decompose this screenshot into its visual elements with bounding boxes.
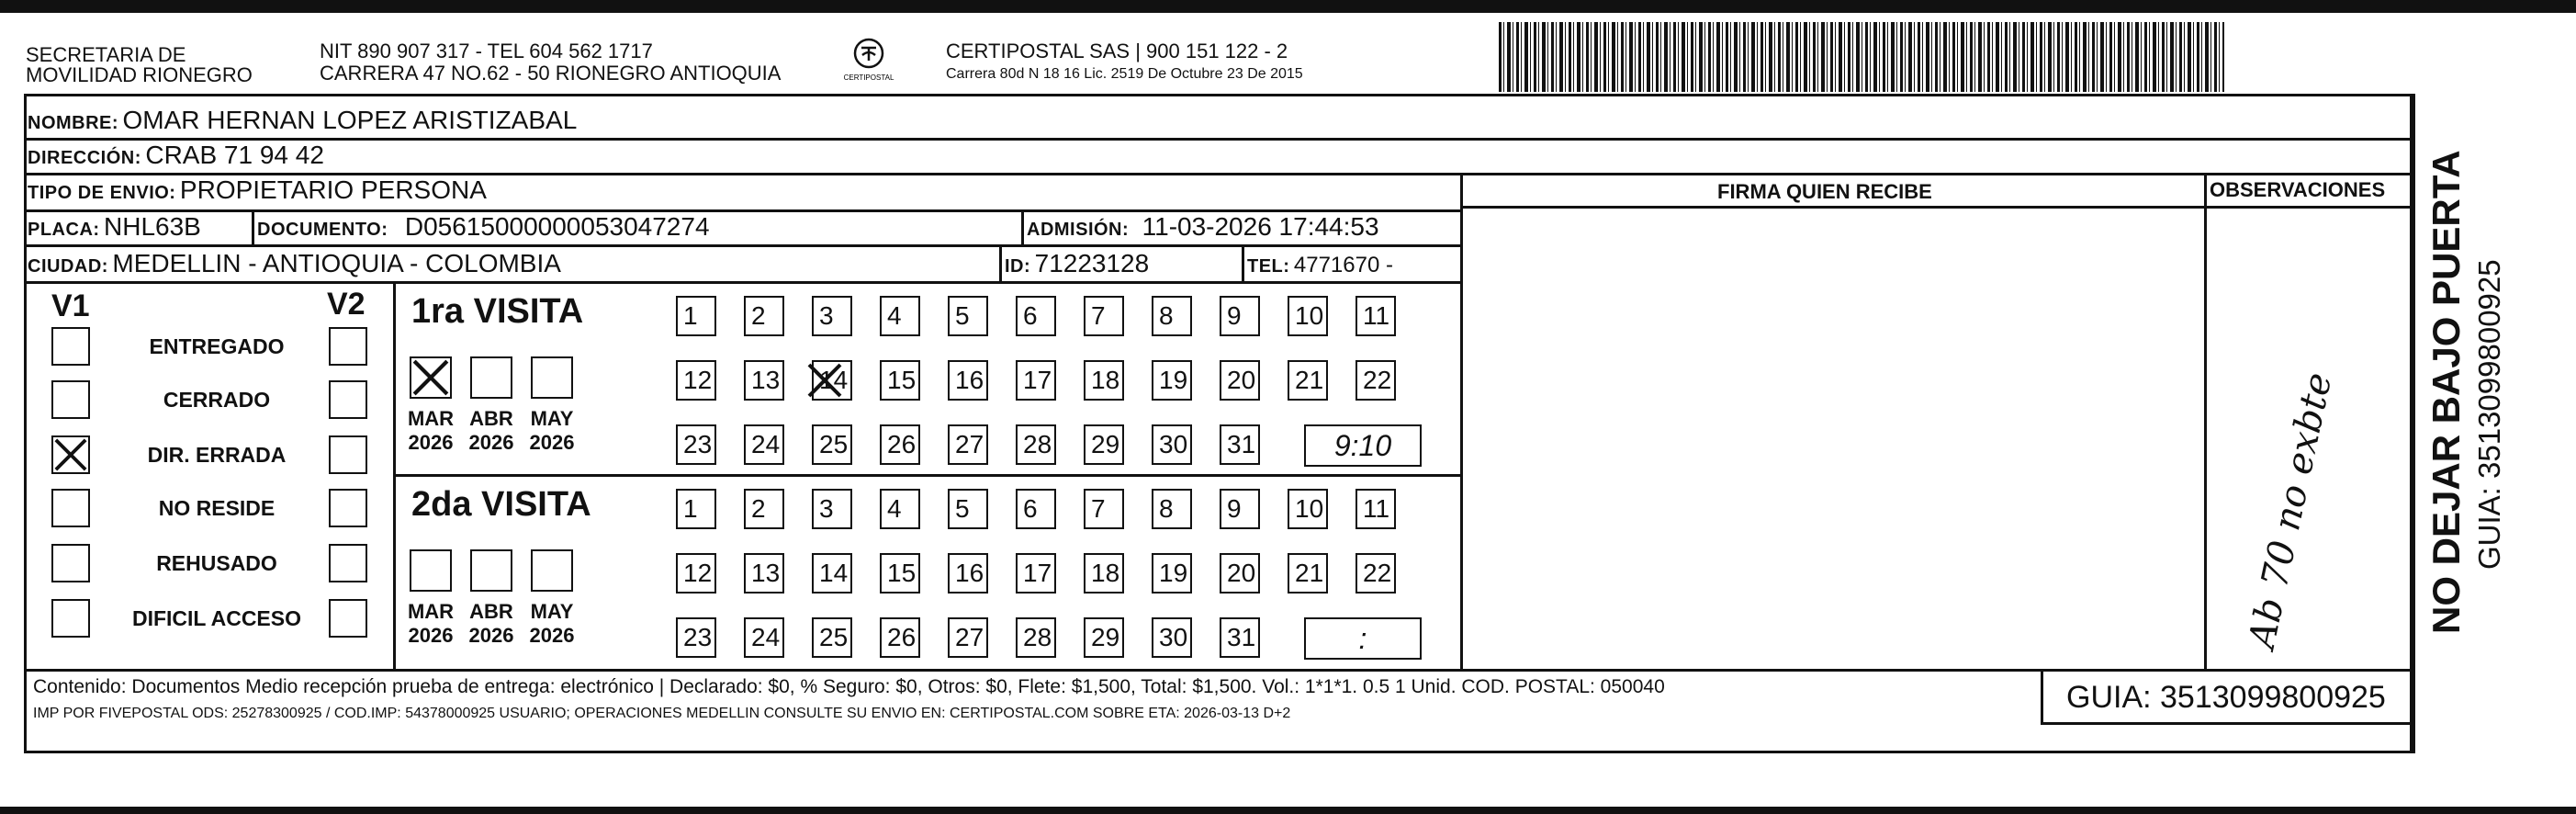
day-box-7[interactable]: 7: [1084, 489, 1124, 529]
day-box-12[interactable]: 12: [676, 553, 716, 594]
day-box-28[interactable]: 28: [1016, 617, 1056, 658]
v1-checkbox[interactable]: [51, 435, 90, 474]
month-label: MAR: [407, 600, 455, 623]
nombre-label: NOMBRE:: [28, 113, 119, 133]
day-box-18[interactable]: 18: [1084, 553, 1124, 594]
day-box-6[interactable]: 6: [1016, 489, 1056, 529]
day-box-8[interactable]: 8: [1152, 296, 1192, 336]
day-box-4[interactable]: 4: [880, 296, 920, 336]
admision-field: [1027, 213, 1379, 241]
day-box-13[interactable]: 13: [744, 553, 784, 594]
day-box-27[interactable]: 27: [948, 617, 988, 658]
status-option-label: DIR. ERRADA: [147, 443, 287, 467]
day-box-31[interactable]: 31: [1220, 424, 1260, 465]
footer-line2: IMP POR FIVEPOSTAL ODS: 25278300925 / COD.IMP: 54378000925 USUARIO; OPERACIONES MEDELLIN CONSULTE SU ENVIO EN: CERTIPOSTAL.COM SOBRE ETA: 2026-03-13 D+2: [33, 706, 1291, 721]
day-box-23[interactable]: 23: [676, 617, 716, 658]
day-box-11[interactable]: 11: [1355, 296, 1396, 336]
tel-value: 4771670 -: [1293, 253, 1393, 277]
footer-guia: GUIA: 3513099800925: [2066, 680, 2386, 715]
col-line: [2410, 94, 2413, 753]
day-box-11[interactable]: 11: [1355, 489, 1396, 529]
status-option-label: CERRADO: [163, 388, 271, 412]
check-mark-icon: [411, 358, 450, 397]
day-box-30[interactable]: 30: [1152, 617, 1192, 658]
col-line: [1460, 173, 1463, 669]
org-line2: MOVILIDAD RIONEGRO: [26, 63, 253, 86]
day-box-26[interactable]: 26: [880, 617, 920, 658]
tipo-envio-value: PROPIETARIO PERSONA: [179, 175, 487, 204]
day-box-20[interactable]: 20: [1220, 553, 1260, 594]
documento-label: DOCUMENTO:: [257, 220, 388, 240]
ciudad-label: CIUDAD:: [28, 256, 108, 277]
day-box-25[interactable]: 25: [812, 617, 852, 658]
col-line: [1242, 244, 1244, 281]
day-box-22[interactable]: 22: [1355, 553, 1396, 594]
status-option-label: ENTREGADO: [149, 334, 285, 358]
day-box-6[interactable]: 6: [1016, 296, 1056, 336]
row-line: [1460, 206, 2415, 209]
id-value: 71223128: [1034, 249, 1150, 277]
day-box-18[interactable]: 18: [1084, 360, 1124, 401]
time-box[interactable]: :: [1304, 617, 1422, 660]
month-checkbox[interactable]: [470, 549, 512, 592]
col-line: [252, 209, 254, 244]
day-box-5[interactable]: 5: [948, 296, 988, 336]
month-label: ABR: [469, 407, 513, 430]
day-box-29[interactable]: 29: [1084, 424, 1124, 465]
day-box-15[interactable]: 15: [880, 553, 920, 594]
observaciones-header: OBSERVACIONES: [2210, 178, 2386, 201]
day-box-27[interactable]: 27: [948, 424, 988, 465]
day-box-1[interactable]: 1: [676, 489, 716, 529]
row-line: [393, 474, 1460, 477]
month-year: 2026: [529, 624, 575, 647]
day-box-24[interactable]: 24: [744, 617, 784, 658]
month-checkbox[interactable]: [410, 356, 452, 399]
visita-1-title: 1ra VISITA: [411, 292, 584, 331]
day-box-16[interactable]: 16: [948, 360, 988, 401]
day-box-19[interactable]: 19: [1152, 553, 1192, 594]
nombre-field: [28, 107, 577, 134]
ciudad-value: MEDELLIN - ANTIOQUIA - COLOMBIA: [112, 249, 561, 277]
row-line: [24, 281, 1462, 284]
admision-label: ADMISIÓN:: [1027, 220, 1130, 240]
tel-label: TEL:: [1247, 256, 1290, 277]
day-box-17[interactable]: 17: [1016, 360, 1056, 401]
v2-checkbox[interactable]: [329, 544, 367, 582]
no-dejar-text: NO DEJAR BAJO PUERTA: [2424, 150, 2468, 634]
bottom-border: [0, 807, 2576, 814]
day-box-14[interactable]: 14: [812, 360, 852, 401]
guia-vertical: GUIA: 3513099800925: [2472, 259, 2506, 570]
company-line2: Carrera 80d N 18 16 Lic. 2519 De Octubre 23 De 2015: [946, 66, 1303, 82]
month-year: 2026: [408, 624, 454, 647]
month-label: MAY: [530, 407, 574, 430]
month-year: 2026: [468, 431, 514, 454]
day-box-1[interactable]: 1: [676, 296, 716, 336]
documento-value: D05615000000053047274: [404, 212, 710, 241]
org-line1: SECRETARIA DE: [26, 43, 186, 66]
day-box-7[interactable]: 7: [1084, 296, 1124, 336]
col-line: [999, 244, 1002, 281]
placa-label: PLACA:: [28, 220, 100, 240]
v1-checkbox[interactable]: [51, 599, 90, 638]
direccion-value: CRAB 71 94 42: [145, 141, 324, 169]
col-line: [2041, 669, 2043, 724]
month-label: MAY: [530, 600, 574, 623]
nit-line1: NIT 890 907 317 - TEL 604 562 1717: [320, 40, 653, 62]
day-box-31[interactable]: 31: [1220, 617, 1260, 658]
barcode: [1499, 22, 2224, 92]
col-line: [2204, 173, 2207, 669]
day-box-17[interactable]: 17: [1016, 553, 1056, 594]
id-field: [1005, 250, 1149, 277]
v2-checkbox[interactable]: [329, 327, 367, 366]
nombre-value: OMAR HERNAN LOPEZ ARISTIZABAL: [122, 106, 578, 134]
month-label: ABR: [469, 600, 513, 623]
day-box-28[interactable]: 28: [1016, 424, 1056, 465]
visita-2-title: 2da VISITA: [411, 485, 591, 524]
tel-field: [1247, 252, 1393, 279]
v1-checkbox[interactable]: [51, 544, 90, 582]
top-border: [0, 0, 2576, 13]
day-box-2[interactable]: 2: [744, 489, 784, 529]
time-box[interactable]: 9:10: [1304, 424, 1422, 467]
day-box-22[interactable]: 22: [1355, 360, 1396, 401]
v1-checkbox[interactable]: [51, 380, 90, 419]
v1-checkbox[interactable]: [51, 327, 90, 366]
status-option-label: DIFICIL ACCESO: [131, 606, 301, 630]
v2-checkbox[interactable]: [329, 435, 367, 474]
day-box-16[interactable]: 16: [948, 553, 988, 594]
ciudad-field: [28, 250, 561, 277]
admision-value: 11-03-2026 17:44:53: [1142, 212, 1379, 241]
day-box-30[interactable]: 30: [1152, 424, 1192, 465]
company-line1: CERTIPOSTAL SAS | 900 151 122 - 2: [946, 40, 1288, 62]
day-box-14[interactable]: 14: [812, 553, 852, 594]
direccion-field: [28, 141, 324, 169]
day-box-23[interactable]: 23: [676, 424, 716, 465]
day-box-29[interactable]: 29: [1084, 617, 1124, 658]
row-line: [24, 669, 2415, 672]
v2-checkbox[interactable]: [329, 489, 367, 527]
footer-line1: Contenido: Documentos Medio recepción prueba de entrega: electrónico | Declarado: $0, % Seguro: $0, Otros: $0, Flete: $1,500, Total: $1,500. Vol.: 1*1*1. 0.5 1 Unid. COD. POSTAL: 050040: [33, 676, 1665, 697]
row-line: [24, 244, 1462, 247]
day-box-13[interactable]: 13: [744, 360, 784, 401]
day-box-19[interactable]: 19: [1152, 360, 1192, 401]
month-checkbox[interactable]: [410, 549, 452, 592]
tipo-envio-label: TIPO DE ENVIO:: [28, 183, 176, 203]
check-mark-icon: [53, 437, 88, 472]
tipo-envio-field: [28, 176, 487, 204]
day-box-9[interactable]: 9: [1220, 296, 1260, 336]
day-box-5[interactable]: 5: [948, 489, 988, 529]
day-box-25[interactable]: 25: [812, 424, 852, 465]
v2-checkbox[interactable]: [329, 380, 367, 419]
day-box-10[interactable]: 10: [1288, 489, 1328, 529]
status-option-label: NO RESIDE: [158, 496, 276, 520]
v2-checkbox[interactable]: [329, 599, 367, 638]
firma-header: FIRMA QUIEN RECIBE: [1717, 180, 1932, 203]
status-option-label: REHUSADO: [156, 551, 277, 575]
day-box-3[interactable]: 3: [812, 489, 852, 529]
row-line: [24, 138, 2415, 141]
v2-header: V2: [327, 287, 366, 322]
observaciones-handwritten: Ab 70 no exbte: [2241, 368, 2341, 652]
v1-checkbox[interactable]: [51, 489, 90, 527]
day-box-20[interactable]: 20: [1220, 360, 1260, 401]
month-checkbox[interactable]: [470, 356, 512, 399]
day-box-21[interactable]: 21: [1288, 360, 1328, 401]
col-line: [393, 281, 396, 669]
month-year: 2026: [408, 431, 454, 454]
placa-field: [28, 213, 201, 241]
certipostal-logo: [834, 37, 904, 85]
documento-field: [257, 213, 710, 241]
day-box-9[interactable]: 9: [1220, 489, 1260, 529]
day-box-21[interactable]: 21: [1288, 553, 1328, 594]
day-box-26[interactable]: 26: [880, 424, 920, 465]
col-line: [1021, 209, 1024, 244]
day-box-24[interactable]: 24: [744, 424, 784, 465]
month-year: 2026: [468, 624, 514, 647]
placa-value: NHL63B: [104, 212, 201, 241]
day-box-8[interactable]: 8: [1152, 489, 1192, 529]
month-year: 2026: [529, 431, 575, 454]
id-label: ID:: [1005, 256, 1031, 277]
day-box-15[interactable]: 15: [880, 360, 920, 401]
day-box-4[interactable]: 4: [880, 489, 920, 529]
logo-text: CERTIPOSTAL: [843, 73, 894, 82]
day-box-10[interactable]: 10: [1288, 296, 1328, 336]
v1-header: V1: [51, 288, 90, 323]
row-line: [2041, 722, 2413, 725]
nit-line2: CARRERA 47 NO.62 - 50 RIONEGRO ANTIOQUIA: [320, 62, 782, 85]
check-mark-icon: [806, 362, 843, 399]
month-checkbox[interactable]: [531, 549, 573, 592]
direccion-label: DIRECCIÓN:: [28, 148, 141, 168]
month-label: MAR: [407, 407, 455, 430]
day-box-2[interactable]: 2: [744, 296, 784, 336]
month-checkbox[interactable]: [531, 356, 573, 399]
day-box-12[interactable]: 12: [676, 360, 716, 401]
day-box-3[interactable]: 3: [812, 296, 852, 336]
